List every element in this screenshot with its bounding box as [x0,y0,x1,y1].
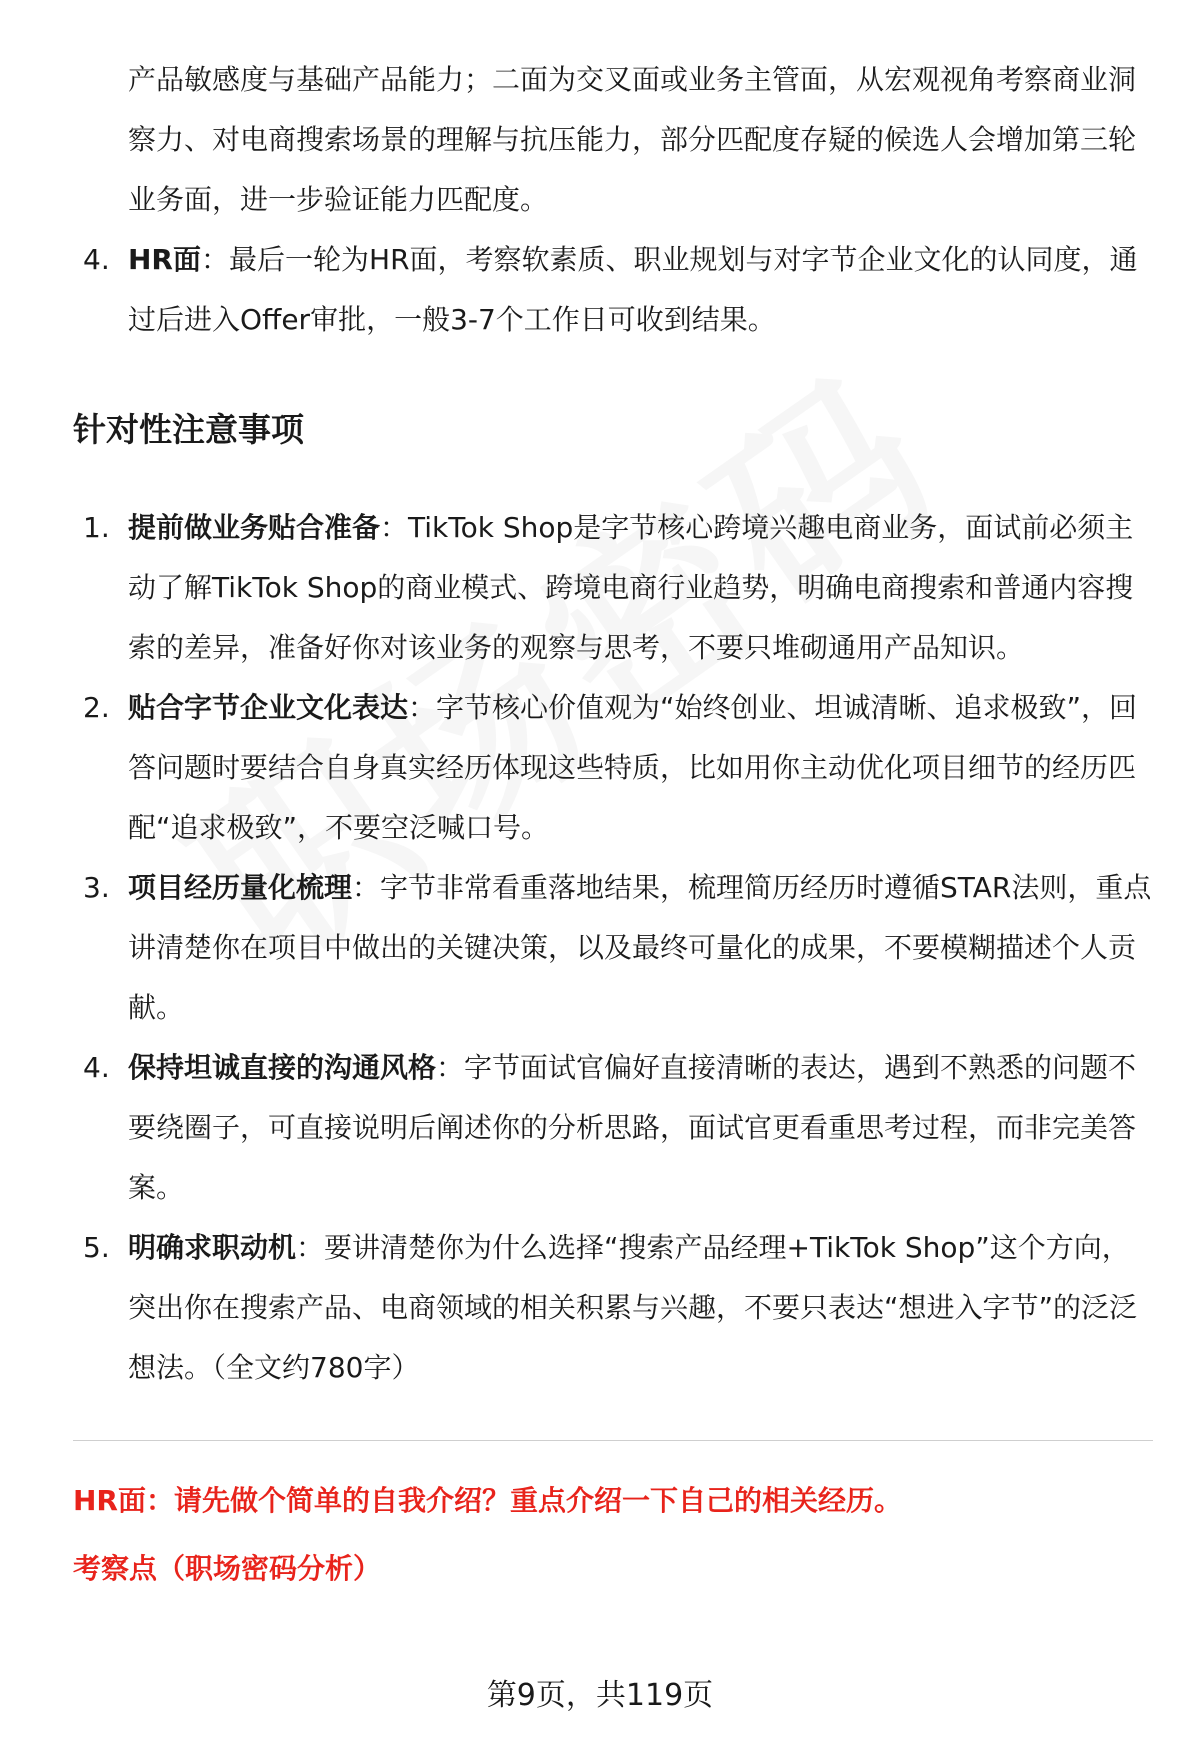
list-item-lead: 提前做业务贴合准备 [128,511,381,544]
list-item-separator: ： [436,1051,465,1084]
continuation-paragraph: 产品敏感度与基础产品能力；二面为交叉面或业务主管面，从宏观视角考察商业洞察力、对电商搜索场景的理解与抗压能力，部分匹配度存疑的候选人会增加第三轮业务面，进一步验证能力匹配度。 [128,63,1137,216]
list-number: 4. [83,1051,110,1084]
page-footer: 第9页，共119页 [486,1678,714,1713]
list-number: 2. [83,691,110,724]
list-item-lead: 保持坦诚直接的沟通风格 [128,1051,437,1084]
list-number: 4. [83,243,110,276]
list-item-text: 字节面试官偏好直接清晰的表达，遇到不熟悉的问题不要绕圈子，可直接说明后阐述你的分析思路，面试官更看重思考过程，而非完美答案。 [128,1051,1137,1204]
list-item-text: 最后一轮为HR面，考察软素质、职业规划与对字节企业文化的认同度，通过后进入Offer审批，一般3-7个工作日可收到结果。 [128,243,1138,336]
note-item-1 [73,498,1153,678]
list-number: 3. [83,871,110,904]
note-item-5 [73,1218,1153,1398]
list-number: 5. [83,1231,110,1264]
list-item-text: TikTok Shop是字节核心跨境兴趣电商业务，面试前必须主动了解TikTok Shop的商业模式、跨境电商行业趋势，明确电商搜索和普通内容搜索的差异，准备好你对该业务的观察与思考，不要只堆砌通用产品知识。 [128,511,1134,664]
list-item-separator: ： [201,243,230,276]
interview-question: HR面：请先做个简单的自我介绍？重点介绍一下自己的相关经历。 [73,1484,902,1517]
list-number: 1. [83,511,110,544]
document-content [73,50,1153,1617]
process-item-4 [73,230,1153,350]
list-item-lead: 贴合字节企业文化表达 [128,691,409,724]
note-item-2 [73,678,1153,858]
analysis-heading: 考察点（职场密码分析） [73,1552,382,1585]
list-item-text: 要讲清楚你为什么选择“搜索产品经理+TikTok Shop”这个方向，突出你在搜索产品、电商领域的相关积累与兴趣，不要只表达“想进入字节”的泛泛想法。（全文约780字） [128,1231,1138,1384]
section-title: 针对性注意事项 [73,410,304,449]
list-item-separator: ： [408,691,437,724]
list-item-separator: ： [380,511,409,544]
list-item-lead: HR面 [128,243,201,276]
list-item-separator: ： [352,871,381,904]
list-item-lead: 项目经历量化梳理 [128,871,353,904]
list-item-text: 字节非常看重落地结果，梳理简历经历时遵循STAR法则，重点讲清楚你在项目中做出的关键决策，以及最终可量化的成果，不要模糊描述个人贡献。 [128,871,1152,1024]
list-item-lead: 明确求职动机 [128,1231,297,1264]
section-divider [73,1440,1153,1441]
note-item-3 [73,858,1153,1038]
note-item-4 [73,1038,1153,1218]
list-item-separator: ： [296,1231,325,1264]
list-item-text: 字节核心价值观为“始终创业、坦诚清晰、追求极致”，回答问题时要结合自身真实经历体现这些特质，比如用你主动优化项目细节的经历匹配“追求极致”，不要空泛喊口号。 [128,691,1138,844]
